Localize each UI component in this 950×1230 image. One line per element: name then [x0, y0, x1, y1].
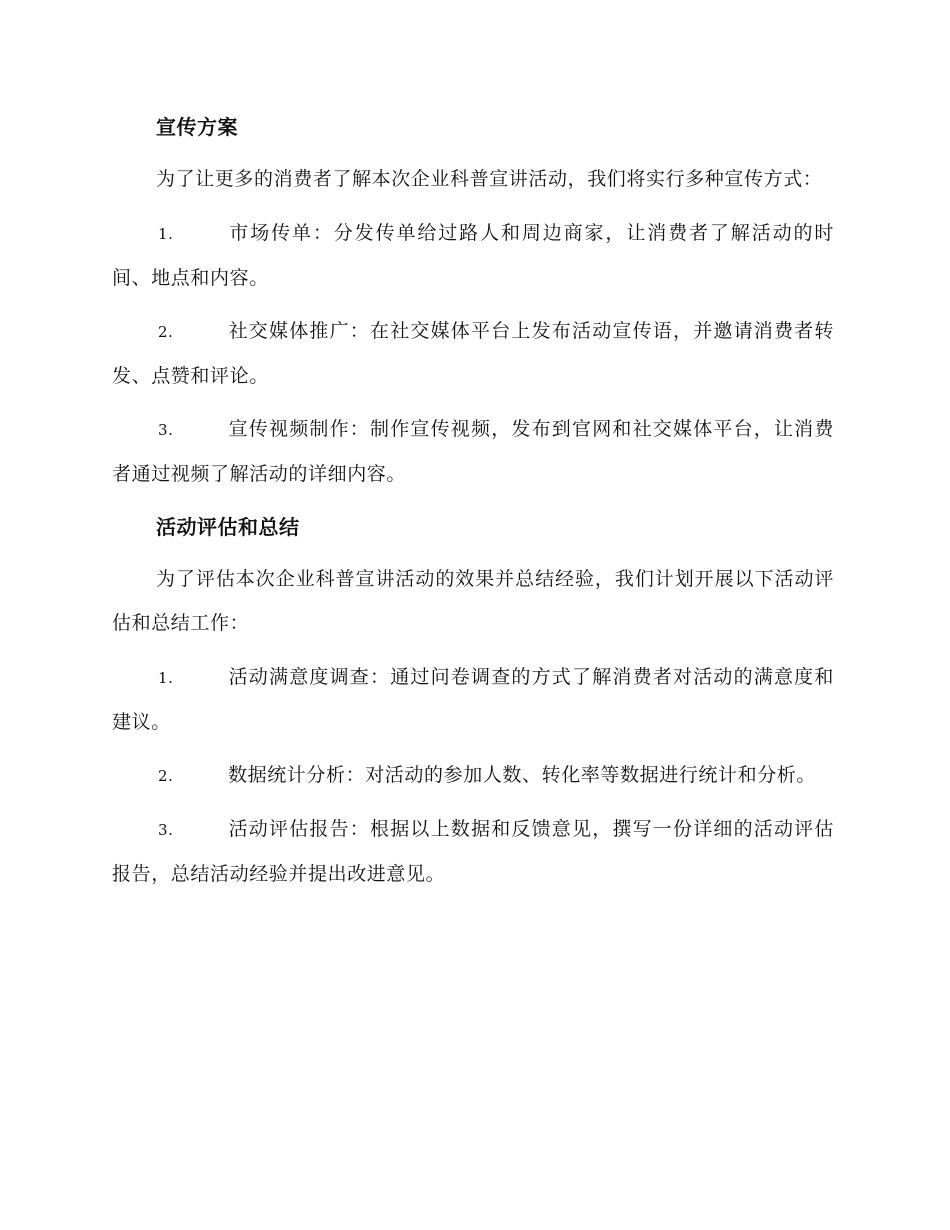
evaluation-list: [112, 655, 834, 896]
section-evaluation: [112, 505, 834, 896]
list-item: [112, 407, 834, 496]
list-number: 2.: [158, 323, 174, 341]
list-text: 宣传视频制作：制作宣传视频，发布到官网和社交媒体平台，让消费者通过视频了解活动的详细内容。: [112, 418, 834, 485]
list-number: 3.: [158, 821, 174, 839]
document-page: [112, 105, 834, 905]
list-text: 数据统计分析：对活动的参加人数、转化率等数据进行统计和分析。: [228, 764, 817, 786]
section-intro: 为了让更多的消费者了解本次企业科普宣讲活动，我们将实行多种宣传方式：: [156, 168, 823, 190]
list-number: 2.: [158, 767, 174, 785]
list-item: [112, 211, 834, 300]
list-number: 1.: [158, 669, 174, 687]
section-heading: 宣传方案: [156, 115, 238, 139]
list-item: [112, 753, 834, 798]
list-item: [112, 807, 834, 896]
publicity-list: [112, 211, 834, 496]
list-text: 活动评估报告：根据以上数据和反馈意见，撰写一份详细的活动评估报告，总结活动经验并提出改进意见。: [112, 818, 834, 885]
section-heading: 活动评估和总结: [156, 515, 300, 539]
list-text: 活动满意度调查：通过问卷调查的方式了解消费者对活动的满意度和建议。: [112, 666, 834, 733]
list-number: 3.: [158, 421, 174, 439]
list-number: 1.: [158, 225, 174, 243]
list-item: [112, 655, 834, 744]
section-intro: 为了评估本次企业科普宣讲活动的效果并总结经验，我们计划开展以下活动评估和总结工作：: [112, 568, 834, 634]
list-text: 社交媒体推广：在社交媒体平台上发布活动宣传语，并邀请消费者转发、点赞和评论。: [112, 320, 834, 387]
list-item: [112, 309, 834, 398]
list-text: 市场传单：分发传单给过路人和周边商家，让消费者了解活动的时间、地点和内容。: [112, 222, 834, 289]
section-publicity: [112, 105, 834, 496]
